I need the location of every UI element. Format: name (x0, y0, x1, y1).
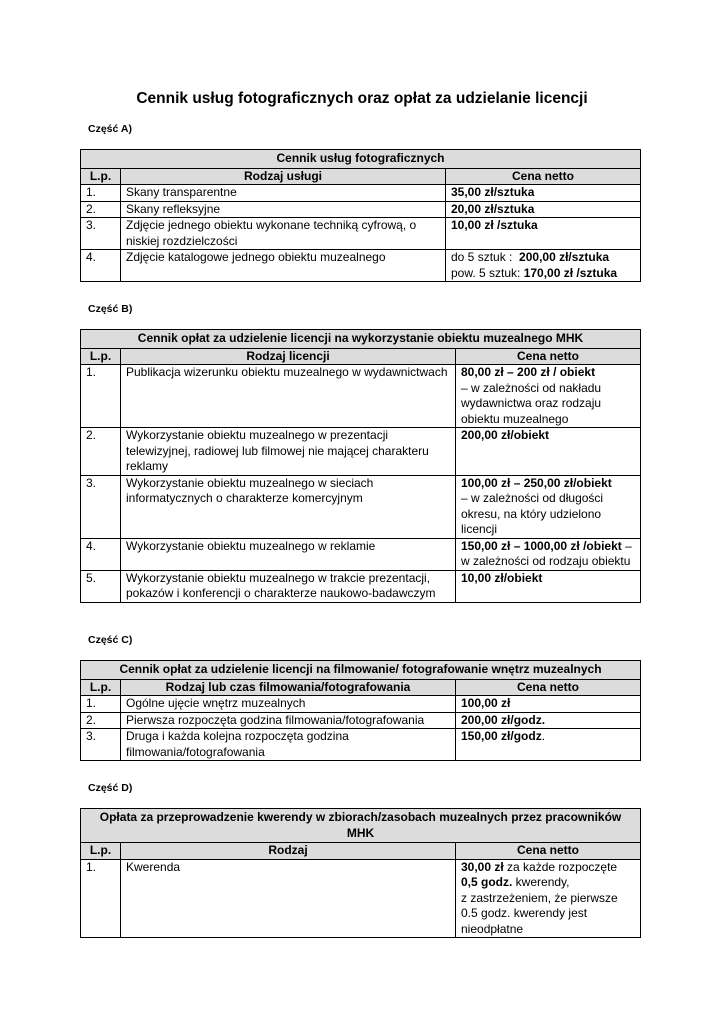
row-price (456, 475, 641, 538)
price-prefix: pow. 5 sztuk: (451, 265, 524, 280)
row-number: 1. (81, 696, 121, 713)
table-row (81, 185, 641, 202)
table-row (81, 201, 641, 218)
row-price (456, 365, 641, 428)
row-number: 3. (81, 475, 121, 538)
price-value: 150,00 zł – 1000,00 zł /obiekt (461, 538, 622, 553)
table-row (81, 218, 641, 250)
table-caption: Cennik opłat za udzielenie licencji na filmowanie/ fotografowanie wnętrz muzealnych (81, 661, 641, 680)
price-prefix: do 5 sztuk : (451, 250, 520, 264)
column-header-price: Cena netto (456, 843, 641, 860)
column-header-price: Cena netto (446, 168, 641, 185)
row-name: Pierwsza rozpoczęta godzina filmowania/fotografowania (121, 712, 456, 729)
table-row (81, 696, 641, 713)
price-value: 170,00 zł /sztuka (523, 265, 618, 280)
row-number: 1. (81, 859, 121, 938)
table-caption: Opłata za przeprowadzenie kwerendy w zbiorach/zasobach muzealnych przez pracowników MHK (81, 809, 641, 843)
page-title: Cennik usług fotograficznych oraz opłat za udzielanie licencji (136, 90, 588, 107)
price-condition: z zastrzeżeniem, że pierwsze 0.5 godz. kwerendy jest nieodpłatne (461, 890, 618, 936)
row-price (456, 729, 641, 761)
table-row (81, 712, 641, 729)
column-header-lp: L.p. (81, 168, 121, 185)
column-header-price: Cena netto (456, 679, 641, 696)
column-header-type: Rodzaj usługi (121, 168, 446, 185)
row-number: 2. (81, 712, 121, 729)
table-section-c (80, 660, 641, 761)
row-price (456, 538, 641, 570)
row-number: 1. (81, 185, 121, 202)
table-section-b (80, 329, 641, 603)
column-header-lp: L.p. (81, 679, 121, 696)
row-number: 5. (81, 570, 121, 602)
row-name: Wykorzystanie obiektu muzealnego w prezentacji telewizyjnej, radiowej lub filmowej nie mającej charakteru reklamy (121, 428, 456, 476)
row-price (456, 859, 641, 938)
table-row (81, 538, 641, 570)
price-value: 10,00 zł/obiekt (461, 570, 543, 585)
column-header-type: Rodzaj licencji (121, 348, 456, 365)
row-name: Skany refleksyjne (121, 201, 446, 218)
price-value: 30,00 zł (461, 859, 504, 874)
row-number: 2. (81, 201, 121, 218)
row-number: 4. (81, 250, 121, 282)
price-tail: . (541, 729, 546, 743)
row-number: 3. (81, 729, 121, 761)
row-name: Zdjęcie katalogowe jednego obiektu muzealnego (121, 250, 446, 282)
price-note: kwerendy, (512, 875, 570, 889)
table-caption: Cennik usług fotograficznych (81, 150, 641, 169)
price-note: za każde rozpoczęte (503, 859, 618, 874)
row-price: 10,00 zł /sztuka (446, 218, 641, 250)
section-a-label: Część A) (88, 123, 132, 135)
table-row (81, 475, 641, 538)
section-b-label: Część B) (88, 303, 133, 315)
price-value: 80,00 zł – 200 zł / obiekt (461, 365, 596, 379)
price-value: 100,00 zł – 250,00 zł/obiekt (461, 475, 612, 490)
row-name: Wykorzystanie obiektu muzealnego w reklamie (121, 538, 456, 570)
row-number: 4. (81, 538, 121, 570)
table-row (81, 729, 641, 761)
table-row (81, 250, 641, 282)
column-header-price: Cena netto (456, 348, 641, 365)
row-name: Zdjęcie jednego obiektu wykonane techniką cyfrową, o niskiej rozdzielczości (121, 218, 446, 250)
table-section-a (80, 149, 641, 282)
price-note: – w zależności od nakładu wydawnictwa oraz rodzaju obiektu muzealnego (461, 380, 602, 426)
column-header-lp: L.p. (81, 843, 121, 860)
section-c-label: Część C) (88, 634, 133, 646)
column-header-type: Rodzaj lub czas filmowania/fotografowania (121, 679, 456, 696)
row-price (446, 250, 641, 282)
price-value: 150,00 zł/godz (461, 729, 542, 743)
row-price (456, 428, 641, 476)
table-caption: Cennik opłat za udzielenie licencji na wykorzystanie obiektu muzealnego MHK (81, 330, 641, 349)
price-value: 200,00 zł/obiekt (461, 428, 550, 442)
row-price: 35,00 zł/sztuka (446, 185, 641, 202)
price-note: – w zależności od długości okresu, na który udzielono licencji (461, 491, 604, 536)
price-note: – w zależności od rodzaju obiektu (461, 538, 632, 568)
table-row (81, 428, 641, 476)
row-name: Wykorzystanie obiektu muzealnego w sieciach informatycznych o charakterze komercyjnym (121, 475, 456, 538)
section-d-label: Część D) (88, 782, 133, 794)
row-number: 2. (81, 428, 121, 476)
column-header-lp: L.p. (81, 348, 121, 365)
row-name: Wykorzystanie obiektu muzealnego w trakcie prezentacji, pokazów i konferencji o charakterze naukowo-badawczym (121, 570, 456, 602)
row-name: Kwerenda (121, 859, 456, 938)
table-section-d (80, 808, 641, 938)
row-price (456, 570, 641, 602)
row-name: Publikacja wizerunku obiektu muzealnego w wydawnictwach (121, 365, 456, 428)
row-number: 1. (81, 365, 121, 428)
row-number: 3. (81, 218, 121, 250)
column-header-type: Rodzaj (121, 843, 456, 860)
row-name: Ogólne ujęcie wnętrz muzealnych (121, 696, 456, 713)
row-price: 20,00 zł/sztuka (446, 201, 641, 218)
table-row (81, 365, 641, 428)
table-row (81, 859, 641, 938)
row-price: 100,00 zł (456, 696, 641, 713)
row-name: Skany transparentne (121, 185, 446, 202)
table-row (81, 570, 641, 602)
row-price: 200,00 zł/godz. (456, 712, 641, 729)
price-value: 200,00 zł/sztuka (519, 250, 610, 264)
price-unit: 0,5 godz. (461, 875, 513, 889)
row-name: Druga i każda kolejna rozpoczęta godzina filmowania/fotografowania (121, 729, 456, 761)
